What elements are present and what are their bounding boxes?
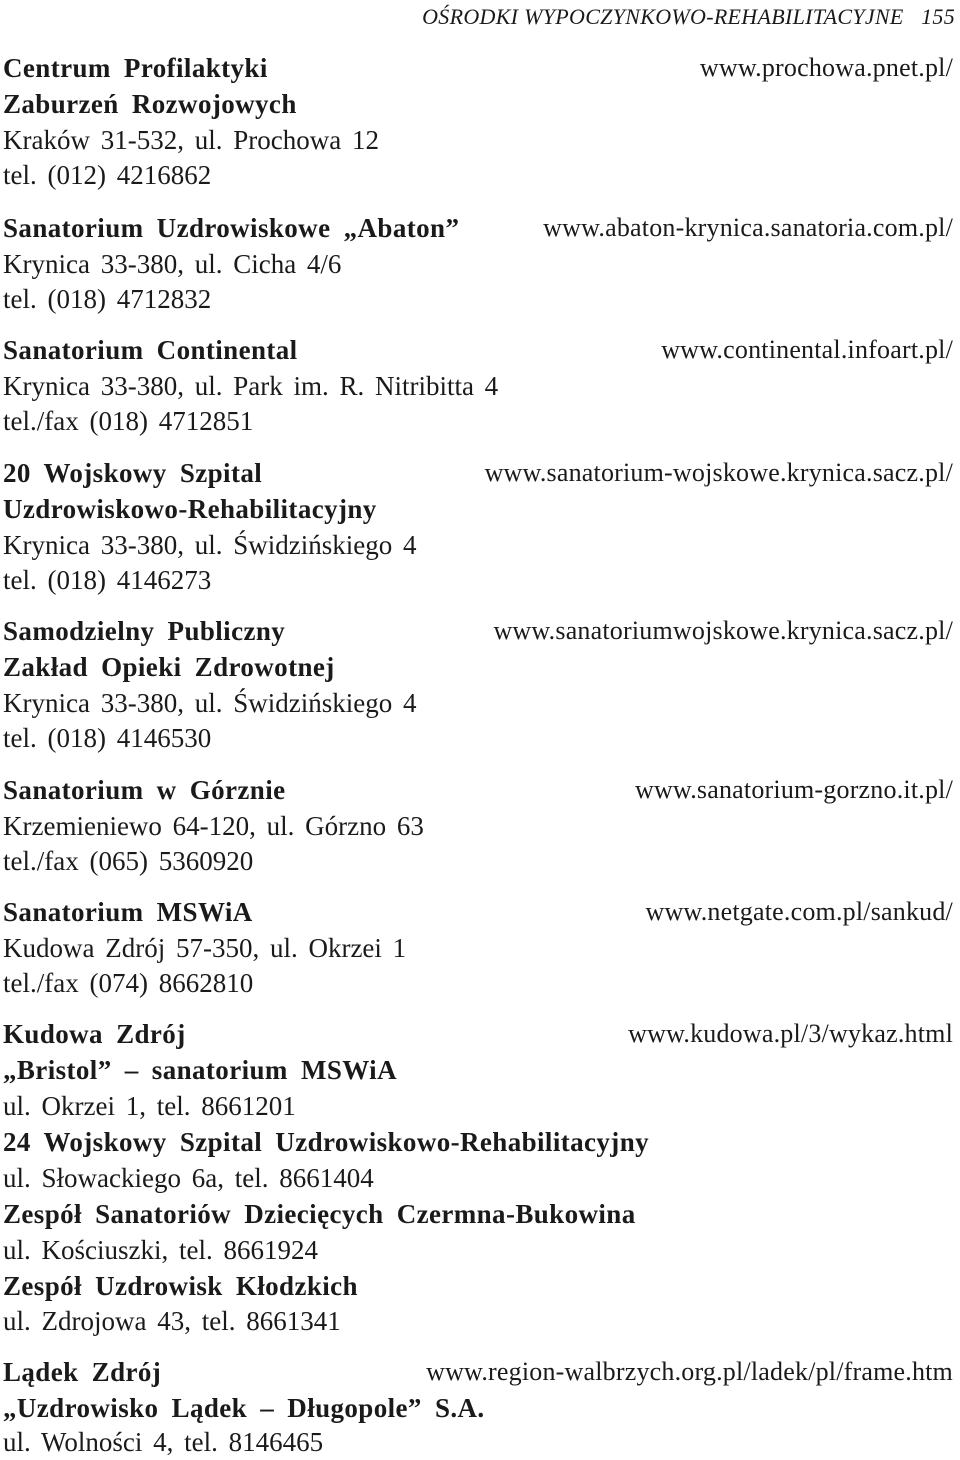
entry-name: Sanatorium w Górznie [3,775,286,805]
entry-name: Uzdrowiskowo-Rehabilitacyjny [3,494,377,524]
entry-phone: tel. (018) 4712832 [3,284,212,314]
page-number: 155 [921,4,955,29]
entry-name: „Uzdrowisko Lądek – Długopole” S.A. [3,1393,485,1423]
entry-website-link[interactable]: www.netgate.com.pl/sankud/ [645,897,953,926]
entry-name: Zakład Opieki Zdrowotnej [3,652,335,682]
entry-address: Krzemieniewo 64-120, ul. Górzno 63 [3,811,424,841]
entry-name: Zaburzeń Rozwojowych [3,89,297,119]
entry-website-link[interactable]: www.sanatorium-wojskowe.krynica.sacz.pl/ [484,458,953,487]
entry-name: 24 Wojskowy Szpital Uzdrowiskowo-Rehabilitacyjny [3,1127,650,1157]
entry-website-link[interactable]: www.prochowa.pnet.pl/ [699,53,953,82]
entry-phone: tel./fax (074) 8662810 [3,968,254,998]
entry-phone: tel. (018) 4146530 [3,723,212,753]
entry-phone: tel. (012) 4216862 [3,160,212,190]
entry-name: 20 Wojskowy Szpital [3,458,263,488]
entry-address: ul. Wolności 4, tel. 8146465 [3,1427,324,1457]
entry-website-link[interactable]: www.sanatorium-gorzno.it.pl/ [634,775,953,804]
entry-name: Centrum Profilaktyki [3,53,268,83]
entry-address: Krynica 33-380, ul. Park im. R. Nitribitta 4 [3,371,499,401]
entry-name: Samodzielny Publiczny [3,616,286,646]
entry-name: Sanatorium Uzdrowiskowe „Abaton” [3,213,460,243]
entry-address: Krynica 33-380, ul. Świdzińskiego 4 [3,530,417,560]
entry-website-link[interactable]: www.region-walbrzych.org.pl/ladek/pl/frame.htm [426,1357,953,1386]
entry-name: Kudowa Zdrój [3,1019,186,1049]
entry-name: Sanatorium Continental [3,335,298,365]
entry-name: Lądek Zdrój [3,1357,162,1387]
entry-website-link[interactable]: www.continental.infoart.pl/ [661,335,953,364]
entry-name: Sanatorium MSWiA [3,897,253,927]
entry-address: ul. Kościuszki, tel. 8661924 [3,1235,318,1265]
entry-website-link[interactable]: www.abaton-krynica.sanatoria.com.pl/ [543,213,953,242]
entry-address: ul. Słowackiego 6a, tel. 8661404 [3,1163,374,1193]
entry-address: Krynica 33-380, ul. Świdzińskiego 4 [3,688,417,718]
entry-address: Kraków 31-532, ul. Prochowa 12 [3,125,379,155]
entry-address: ul. Zdrojowa 43, tel. 8661341 [3,1306,341,1336]
entry-name: Zespół Sanatoriów Dziecięcych Czermna-Bukowina [3,1199,636,1229]
entry-address: ul. Okrzei 1, tel. 8661201 [3,1091,296,1121]
entry-name: „Bristol” – sanatorium MSWiA [3,1055,397,1085]
entry-name: Zespół Uzdrowisk Kłodzkich [3,1271,358,1301]
entry-address: Kudowa Zdrój 57-350, ul. Okrzei 1 [3,933,407,963]
entry-phone: tel. (018) 4146273 [3,565,212,595]
entry-website-link[interactable]: www.sanatoriumwojskowe.krynica.sacz.pl/ [493,616,953,645]
entry-phone: tel./fax (018) 4712851 [3,406,254,436]
running-header [0,2,955,32]
entry-address: Krynica 33-380, ul. Cicha 4/6 [3,249,342,279]
entry-website-link[interactable]: www.kudowa.pl/3/wykaz.html [628,1019,953,1048]
entry-phone: tel./fax (065) 5360920 [3,846,254,876]
running-header-title: OŚRODKI WYPOCZYNKOWO-REHABILITACYJNE [422,4,904,29]
